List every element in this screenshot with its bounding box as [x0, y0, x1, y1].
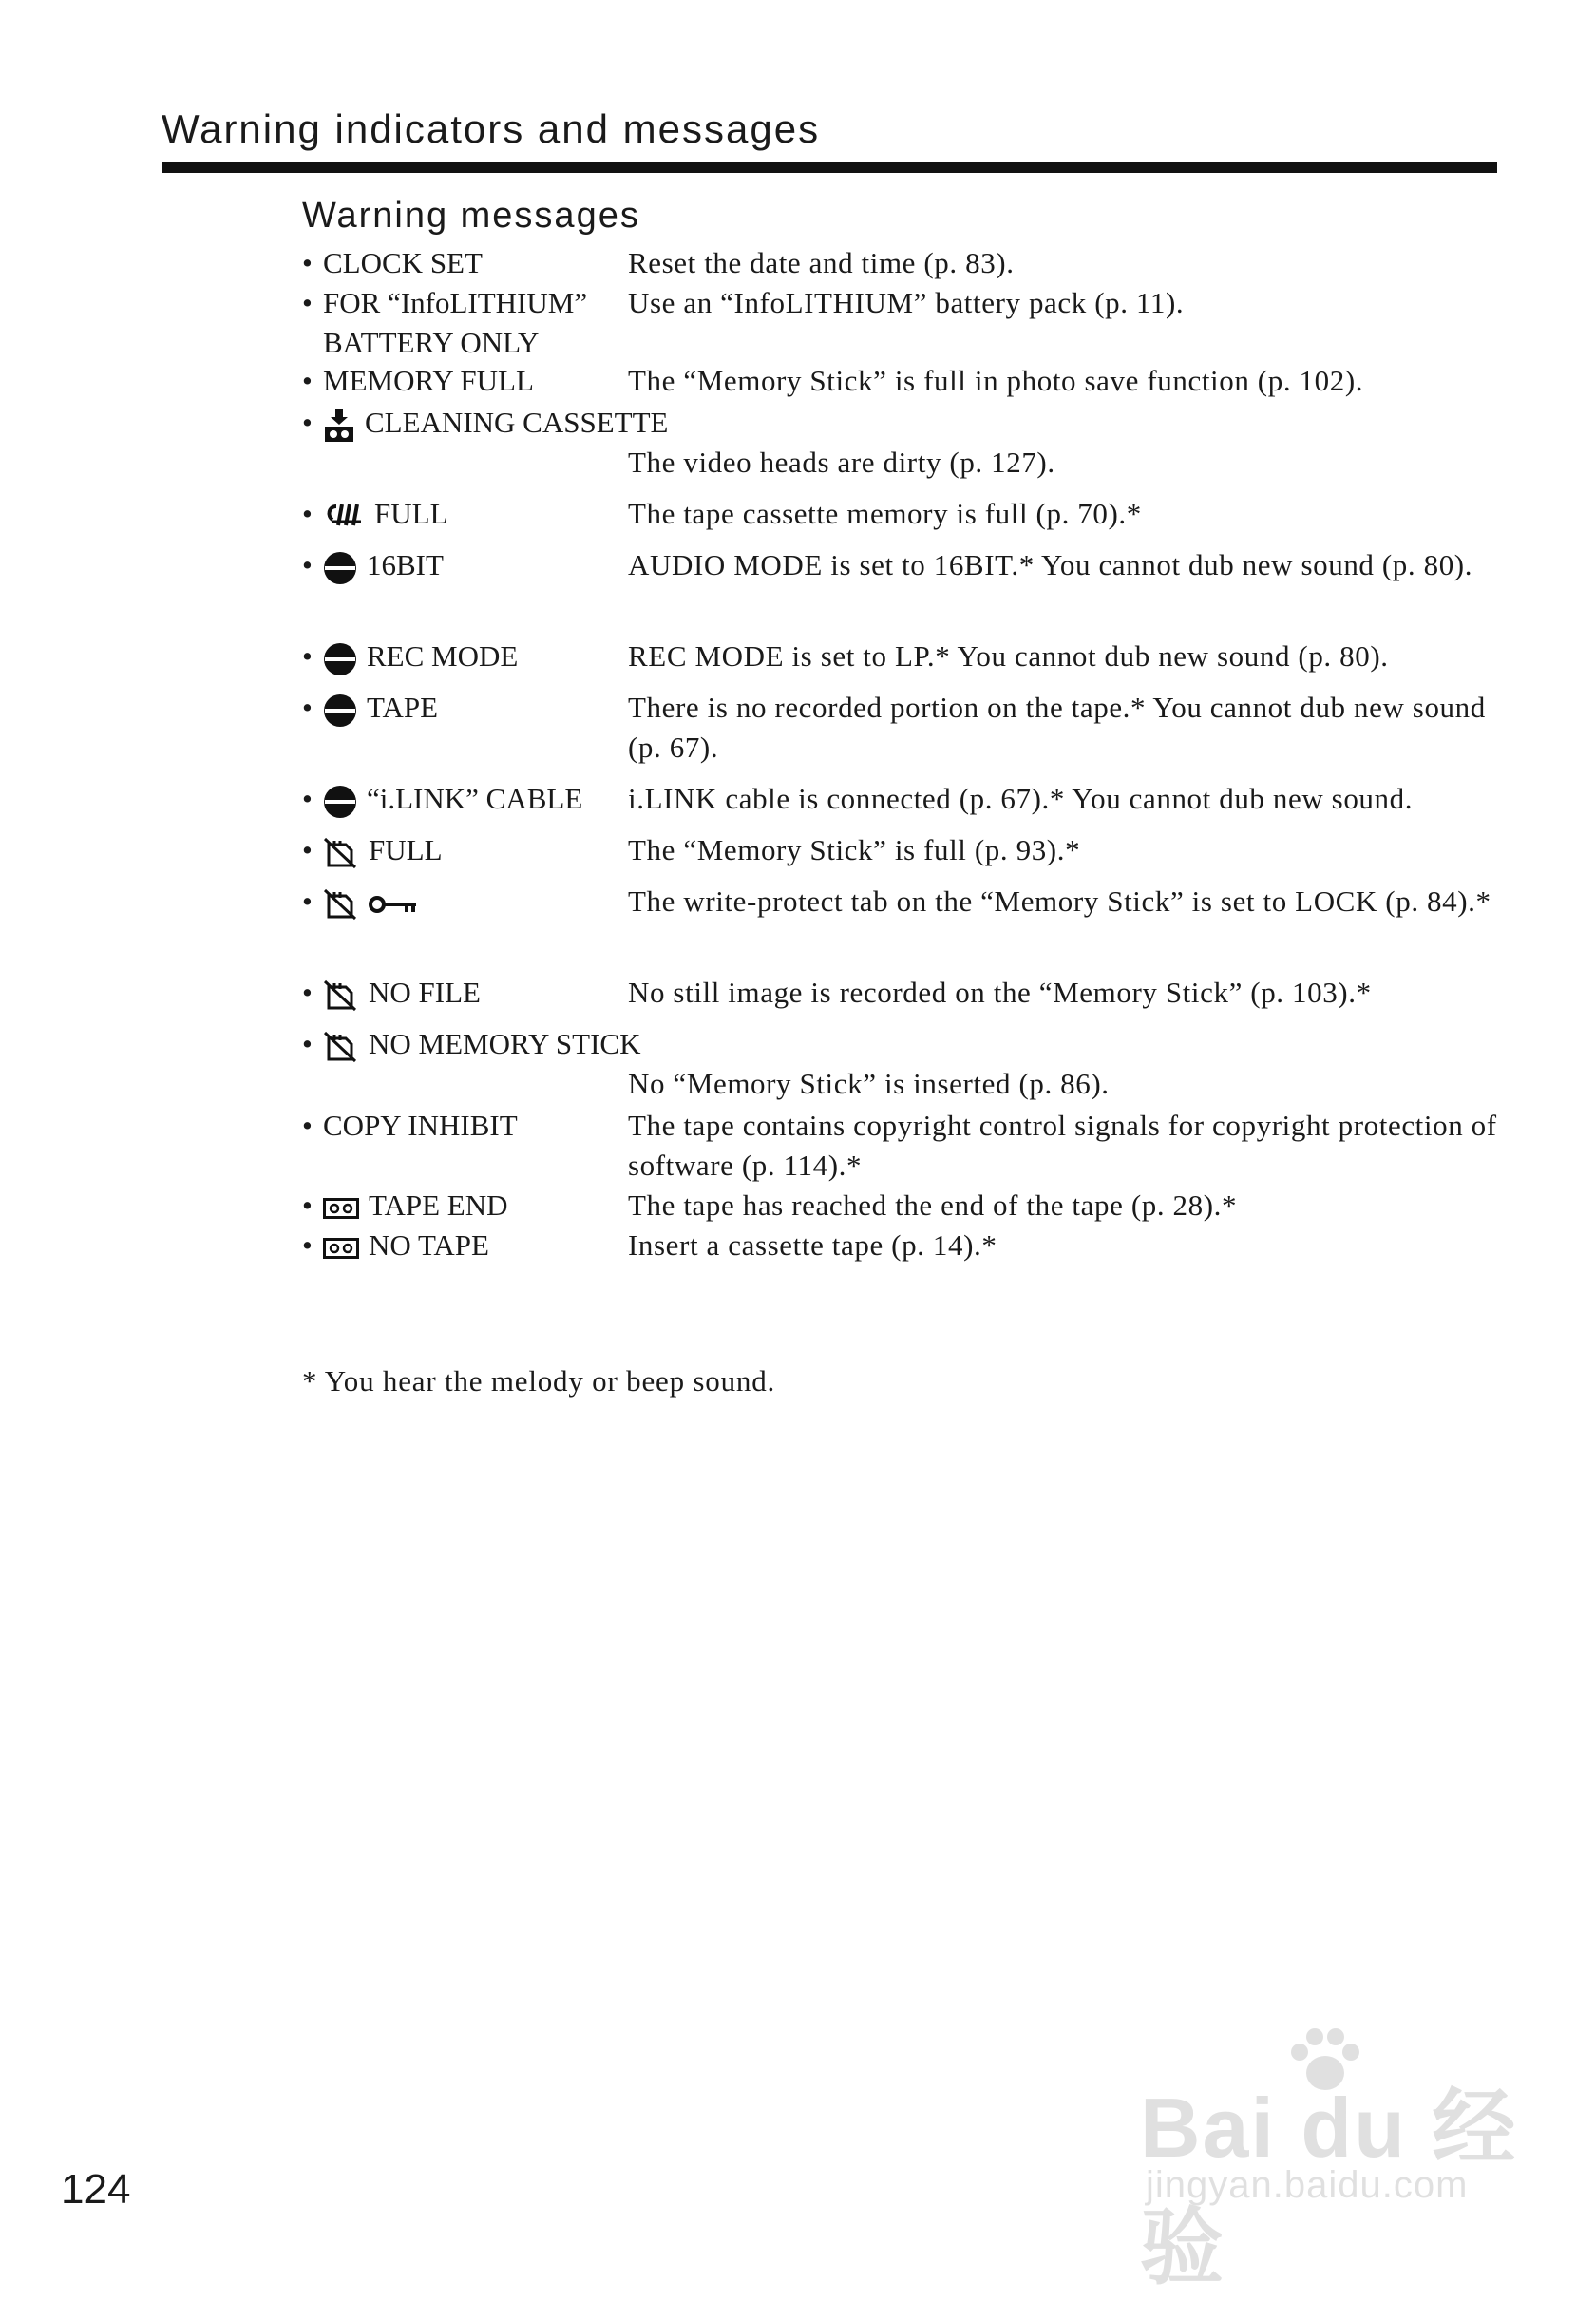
- warning-label: [302, 361, 625, 401]
- bullet: •: [302, 1189, 313, 1222]
- section-title: Warning messages: [302, 196, 640, 236]
- warning-label-text: NO MEMORY STICK: [369, 1027, 641, 1060]
- warning-label: [302, 545, 625, 585]
- warning-description: No “Memory Stick” is inserted (p. 86).: [628, 1067, 1110, 1100]
- warning-label: [302, 830, 625, 870]
- warning-description: The tape contains copyright control signals for copyright protection of software (p. 114).*: [628, 1109, 1497, 1182]
- warning-description: Reset the date and time (p. 83).: [628, 246, 1015, 279]
- warning-label-text: TAPE: [367, 691, 439, 724]
- warning-label-text: NO FILE: [369, 976, 481, 1009]
- cleaning-cassette-icon: [323, 409, 355, 442]
- warning-description: The tape cassette memory is full (p. 70).*: [628, 497, 1142, 530]
- warning-label-text: FULL: [374, 497, 448, 530]
- warning-label: [302, 1106, 625, 1146]
- warning-label-text: “i.LINK” CABLE: [367, 782, 583, 815]
- warning-description: i.LINK cable is connected (p. 67).* You cannot dub new sound.: [628, 782, 1414, 815]
- warning-label-text: CLEANING CASSETTE: [365, 406, 669, 439]
- warning-description: AUDIO MODE is set to 16BIT.* You cannot dub new sound (p. 80).: [628, 548, 1473, 581]
- bullet: •: [302, 884, 313, 918]
- warning-description: The video heads are dirty (p. 127).: [628, 446, 1055, 479]
- warning-label-text: NO TAPE: [369, 1228, 489, 1262]
- bullet: •: [302, 1228, 313, 1262]
- warning-description: The write-protect tab on the “Memory Stick” is set to LOCK (p. 84).*: [628, 884, 1492, 918]
- bullet: •: [302, 1027, 313, 1060]
- bullet: •: [302, 406, 313, 439]
- bullet: •: [302, 639, 313, 673]
- dub-icon: [323, 642, 357, 676]
- memory-stick-warning-icon: [323, 979, 359, 1012]
- warning-label: [302, 1186, 625, 1226]
- bullet: •: [302, 691, 313, 724]
- header-rule: [162, 162, 1497, 173]
- dub-icon: [323, 551, 357, 585]
- warning-label-text: COPY INHIBIT: [323, 1109, 518, 1142]
- warning-label: [302, 688, 625, 728]
- warning-label: [302, 494, 625, 534]
- cassette-memory-icon: [323, 501, 365, 533]
- warning-label-text: TAPE END: [369, 1189, 508, 1222]
- warning-label-text: FOR “InfoLITHIUM”: [323, 286, 588, 319]
- bullet: •: [302, 1109, 313, 1142]
- warning-label-text: CLOCK SET: [323, 246, 483, 279]
- tape-icon: [323, 1238, 359, 1259]
- bullet: •: [302, 782, 313, 815]
- warning-description: No still image is recorded on the “Memory Stick” (p. 103).*: [628, 976, 1372, 1009]
- tape-icon: [323, 1198, 359, 1219]
- page-header: Warning indicators and messages: [162, 106, 821, 151]
- warning-label: [302, 403, 1157, 443]
- watermark-url: jingyan.baidu.com: [1146, 2164, 1469, 2206]
- dub-icon: [323, 694, 357, 728]
- bullet: •: [302, 833, 313, 866]
- warning-label: [302, 283, 625, 363]
- warning-label: [302, 1226, 625, 1265]
- warning-description: The “Memory Stick” is full (p. 93).*: [628, 833, 1081, 866]
- warning-label-text: FULL: [369, 833, 443, 866]
- dub-icon: [323, 785, 357, 819]
- memory-stick-warning-icon: [323, 1031, 359, 1063]
- page-number: 124: [61, 2166, 131, 2213]
- warning-label: [302, 779, 644, 819]
- warning-label-text: REC MODE: [367, 639, 519, 673]
- warning-label-text: 16BIT: [367, 548, 444, 581]
- bullet: •: [302, 548, 313, 581]
- baidu-watermark: [1140, 2043, 1520, 2294]
- memory-stick-warning-icon: [323, 837, 359, 869]
- warning-description: REC MODE is set to LP.* You cannot dub new sound (p. 80).: [628, 639, 1389, 673]
- memory-stick-warning-icon: [323, 888, 359, 921]
- warning-label: [302, 973, 625, 1013]
- warning-label: [302, 882, 625, 922]
- warning-description: The “Memory Stick” is full in photo save function (p. 102).: [628, 364, 1364, 397]
- warning-label: [302, 1024, 1157, 1064]
- bullet: •: [302, 364, 313, 397]
- warning-label: [302, 637, 625, 676]
- bullet: •: [302, 976, 313, 1009]
- warning-description: The tape has reached the end of the tape (p. 28).*: [628, 1189, 1238, 1222]
- warning-label: [302, 243, 625, 283]
- bullet: •: [302, 246, 313, 279]
- key-icon: [369, 893, 418, 916]
- footnote: * You hear the melody or beep sound.: [302, 1364, 776, 1398]
- warning-description: There is no recorded portion on the tape.* You cannot dub new sound (p. 67).: [628, 691, 1486, 764]
- warning-label-text: MEMORY FULL: [323, 364, 534, 397]
- bullet: •: [302, 497, 313, 530]
- bullet: •: [302, 286, 313, 319]
- warning-description: Insert a cassette tape (p. 14).*: [628, 1228, 998, 1262]
- watermark-text: Bai du 经验: [1140, 2081, 1518, 2294]
- warning-label-text-line2: BATTERY ONLY: [323, 326, 540, 359]
- warning-description: Use an “InfoLITHIUM” battery pack (p. 11).: [628, 286, 1185, 319]
